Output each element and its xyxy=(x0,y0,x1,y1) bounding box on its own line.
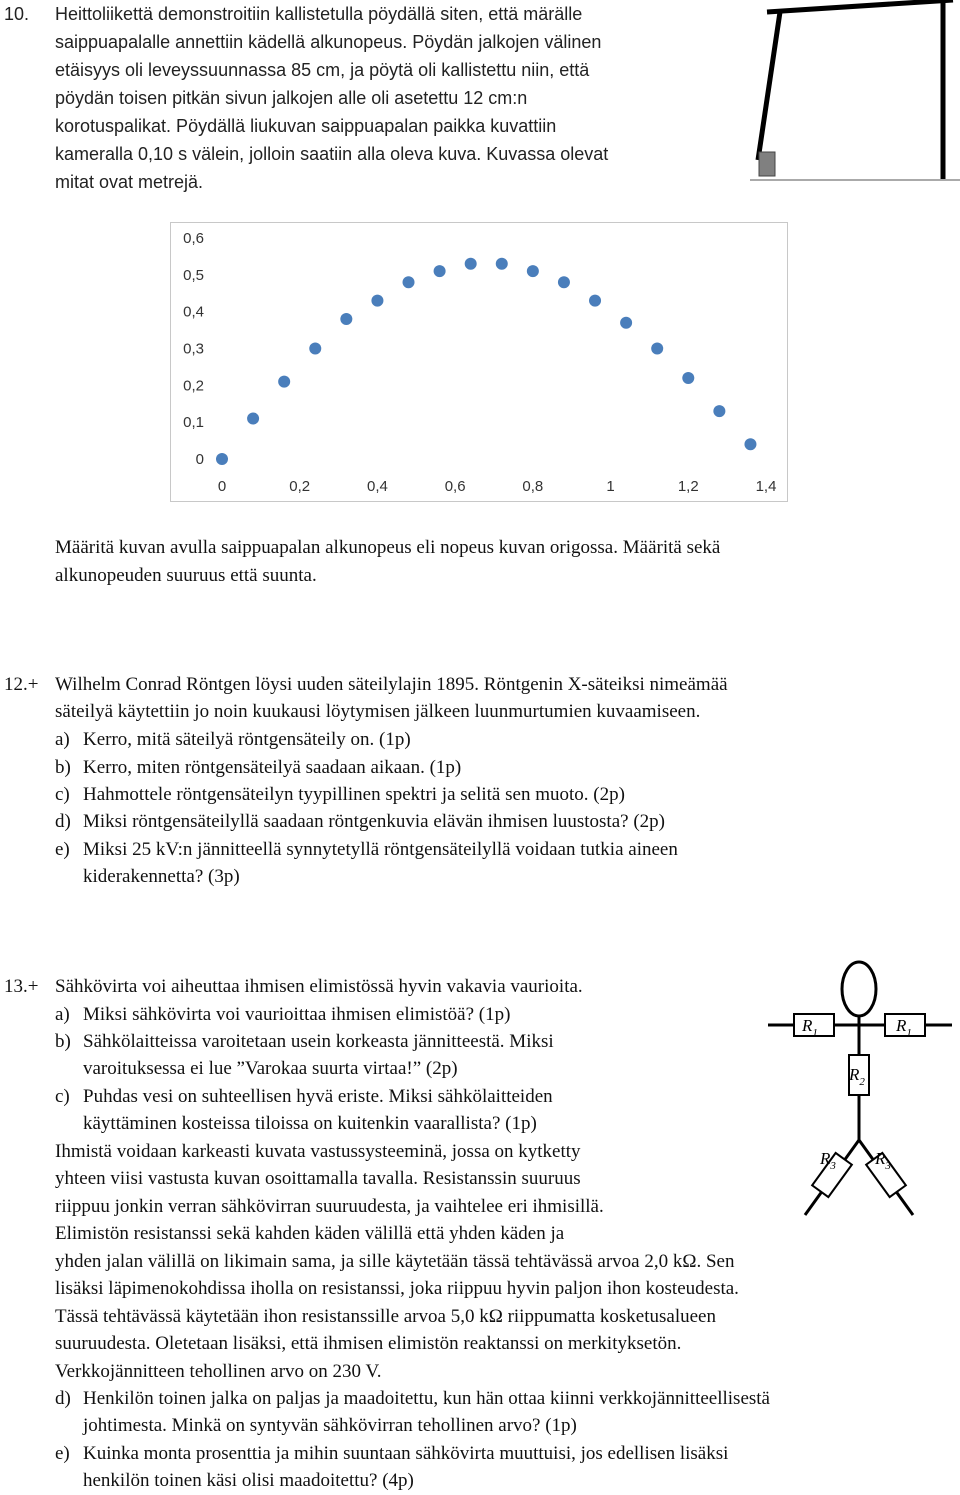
text-line: alkunopeuden suuruus että suunta. xyxy=(55,565,317,586)
data-point xyxy=(713,405,725,417)
data-point xyxy=(403,276,415,288)
text-line: Wilhelm Conrad Röntgen löysi uuden säteilylajin 1895. Röntgenin X-säteiksi nimeämää xyxy=(55,674,728,695)
item-label: a) xyxy=(55,729,70,750)
text-line: kameralla 0,10 s välein, jolloin saatiin alla oleva kuva. Kuvassa olevat xyxy=(55,144,609,164)
item-text: Kerro, miten röntgensäteilyä saadaan aikaan. (1p) xyxy=(83,757,462,778)
data-point xyxy=(309,343,321,355)
y-tick-label: 0 xyxy=(195,451,204,468)
q12-number: 12.+ xyxy=(4,674,39,695)
x-tick-label: 1 xyxy=(606,478,615,495)
x-tick-label: 0,2 xyxy=(289,478,311,495)
data-point xyxy=(589,295,601,307)
text-line: Sähkövirta voi aiheuttaa ihmisen elimistössä hyvin vakavia vaurioita. xyxy=(55,976,583,997)
x-tick-label: 1,4 xyxy=(755,478,777,495)
text-line: suuruudesta. Oletetaan lisäksi, että ihmisen elimistön reaktanssi on merkityksetön. xyxy=(55,1333,682,1354)
x-tick-label: 0,8 xyxy=(522,478,544,495)
item-text: Henkilön toinen jalka on paljas ja maadoitettu, kun hän ottaa kiinni verkkojännitteellisestä xyxy=(83,1388,770,1409)
data-point xyxy=(682,372,694,384)
item-text: Kerro, mitä säteilyä röntgensäteily on. (1p) xyxy=(83,729,411,750)
item-text: Miksi 25 kV:n jännitteellä synnytetyllä röntgensäteilyllä voidaan tutkia aineen xyxy=(83,839,678,860)
item-label: d) xyxy=(55,1388,71,1409)
trajectory-chart xyxy=(170,222,789,503)
x-tick-label: 0,4 xyxy=(366,478,388,495)
text-line: Verkkojännitteen tehollinen arvo on 230 V. xyxy=(55,1361,382,1382)
item-text: varoituksessa ei lue ”Varokaa suurta virtaa!” (2p) xyxy=(83,1058,458,1079)
item-label: a) xyxy=(55,1004,70,1025)
text-line: yhteen viisi vastusta kuvan osoittamalla tavalla. Resistanssin suuruus xyxy=(55,1168,581,1189)
text-line: etäisyys oli leveyssuunnassa 85 cm, ja pöytä oli kallistettu niin, että xyxy=(55,60,590,80)
label-r2: $R_2$ xyxy=(849,1065,865,1088)
item-label: d) xyxy=(55,811,71,832)
human-resistor-circuit xyxy=(760,955,960,1225)
y-tick-label: 0,2 xyxy=(183,377,204,395)
x-tick-label: 1,2 xyxy=(677,478,699,495)
q13-number: 13.+ xyxy=(4,976,39,997)
item-text: henkilön toinen käsi olisi maadoitettu? (4p) xyxy=(83,1470,414,1491)
y-tick-label: 0,6 xyxy=(183,230,204,247)
label-r1-right: $R_1$ xyxy=(896,1016,912,1039)
data-point xyxy=(278,376,290,388)
head-circle xyxy=(842,962,876,1016)
label-r1-left: $R_1$ xyxy=(802,1016,818,1039)
item-label: b) xyxy=(55,757,71,778)
data-point xyxy=(527,265,539,277)
text-line: pöydän toisen pitkän sivun jalkojen alle oli asetettu 12 cm:n xyxy=(55,88,528,108)
y-tick-label: 0,5 xyxy=(183,266,204,284)
item-label: e) xyxy=(55,1443,70,1464)
text-line: lisäksi läpimenokohdissa iholla on resistanssi, joka riippuu hyvin paljon ihon kosteudesta. xyxy=(55,1278,739,1299)
item-label: b) xyxy=(55,1031,71,1052)
label-r3-right: $R_3$ xyxy=(875,1149,891,1172)
data-point xyxy=(465,258,477,270)
label-r3-left: $R_3$ xyxy=(820,1149,836,1172)
text-line: Elimistön resistanssi sekä kahden käden välillä että yhden käden ja xyxy=(55,1223,565,1244)
x-tick-label: 0 xyxy=(217,478,227,495)
item-text: Hahmottele röntgensäteilyn tyypillinen spektri ja selitä sen muoto. (2p) xyxy=(83,784,625,805)
data-point xyxy=(371,295,383,307)
y-tick-label: 0,4 xyxy=(183,303,204,321)
item-label: c) xyxy=(55,784,70,805)
data-point xyxy=(744,438,756,450)
table-leg-left xyxy=(758,12,780,160)
item-text: kiderakennetta? (3p) xyxy=(83,866,240,887)
text-line: mitat ovat metrejä. xyxy=(55,172,204,192)
riser-block xyxy=(759,152,775,176)
q10-number: 10. xyxy=(4,4,30,24)
text-line: Heittoliikettä demonstroitiin kallistetulla pöydällä siten, että märälle xyxy=(55,4,583,24)
table-top xyxy=(767,0,953,12)
item-label: e) xyxy=(55,839,70,860)
item-text: Puhdas vesi on suhteellisen hyvä eriste. Miksi sähkölaitteiden xyxy=(83,1086,553,1107)
data-point xyxy=(651,343,663,355)
data-point xyxy=(558,276,570,288)
data-point xyxy=(620,317,632,329)
x-tick-label: 0,6 xyxy=(444,478,466,495)
text-line: riippuu jonkin verran sähkövirran suuruudesta, ja vaihtelee eri ihmisillä. xyxy=(55,1196,604,1217)
text-line: säteilyä käytettiin jo noin kuukausi löytymisen jälkeen luunmurtumien kuvaamiseen. xyxy=(55,701,701,722)
text-line: Ihmistä voidaan karkeasti kuvata vastussysteeminä, jossa on kytketty xyxy=(55,1141,581,1162)
item-text: Miksi sähkövirta voi vaurioittaa ihmisen elimistöä? (1p) xyxy=(83,1004,511,1025)
tilted-table-figure xyxy=(745,0,960,190)
text-line: Määritä kuvan avulla saippuapalan alkunopeus eli nopeus kuvan origossa. Määritä sekä xyxy=(55,537,721,558)
data-point xyxy=(247,412,259,424)
data-point xyxy=(496,258,508,270)
item-text: johtimesta. Minkä on syntyvän sähkövirran tehollinen arvo? (1p) xyxy=(83,1415,577,1436)
item-text: käyttäminen kosteissa tiloissa on kuitenkin vaarallista? (1p) xyxy=(83,1113,537,1134)
text-line: korotuspalikat. Pöydällä liukuvan saippuapalan paikka kuvattiin xyxy=(55,116,557,136)
data-point xyxy=(434,265,446,277)
y-tick-label: 0,1 xyxy=(183,414,204,432)
text-line: saippuapalalle annettiin kädellä alkunopeus. Pöydän jalkojen välinen xyxy=(55,32,602,52)
item-label: c) xyxy=(55,1086,70,1107)
text-line: Tässä tehtävässä käytetään ihon resistanssille arvoa 5,0 kΩ riippumatta kosketusalueen xyxy=(55,1306,716,1327)
item-text: Sähkölaitteissa varoitetaan usein korkeasta jännitteestä. Miksi xyxy=(83,1031,554,1052)
data-point xyxy=(216,453,228,465)
y-tick-label: 0,3 xyxy=(183,340,204,358)
text-line: yhden jalan välillä on likimain sama, ja sille käytetään tässä tehtävässä arvoa 2,0 kΩ. Sen xyxy=(55,1251,735,1272)
data-point xyxy=(340,313,352,325)
item-text: Kuinka monta prosenttia ja mihin suuntaan sähkövirta muuttuisi, jos edellisen lisäksi xyxy=(83,1443,729,1464)
item-text: Miksi röntgensäteilyllä saadaan röntgenkuvia elävän ihmisen luustosta? (2p) xyxy=(83,811,665,832)
